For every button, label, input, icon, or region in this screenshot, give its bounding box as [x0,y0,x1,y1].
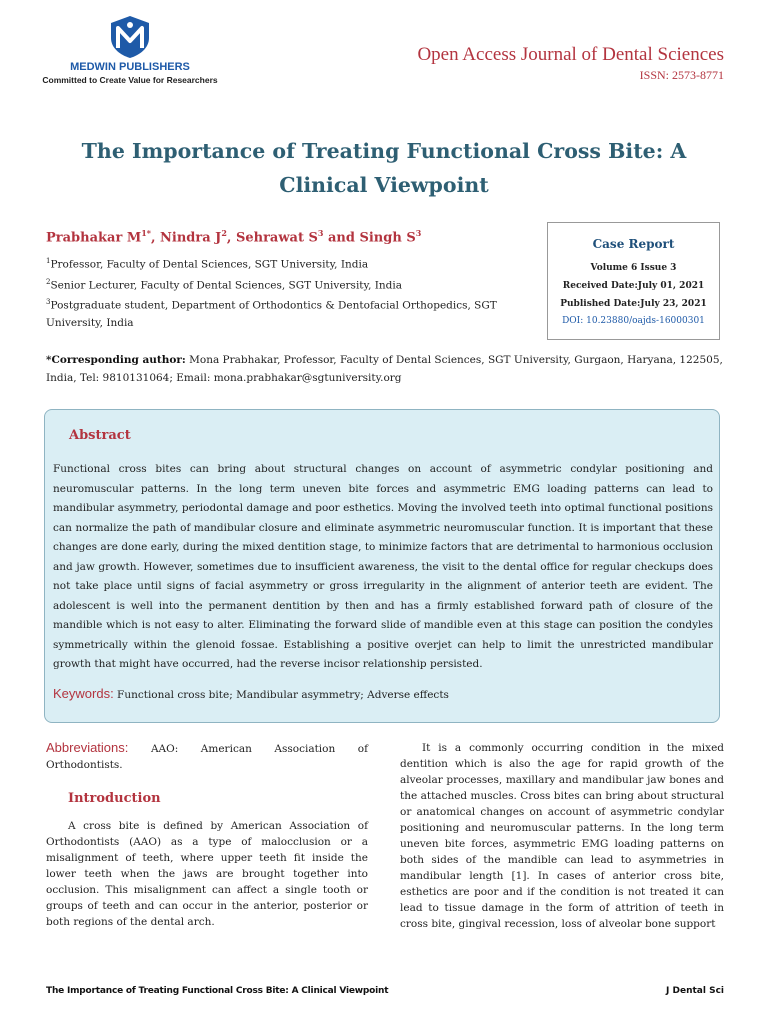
doi-link[interactable]: DOI: 10.23880/oajds-16000301 [562,316,705,326]
publisher-logo [30,14,230,90]
affiliation-text: Professor, Faculty of Dental Sciences, SGT University, India [50,258,369,271]
body-paragraph: It is a commonly occurring condition in the mixed dentition which is also the age for rapid growth of the alveolar processes, maxillary and mandibular jaw bones and the attached muscles. Cross bites can bring about structural or anatomical changes on account of asymmetric condylar positioning and neuromuscular patterns. In the long term uneven bite forces, asymmetric EMG loading patterns on both sides of the mandible can lead to asymmetries in mandibular length [1]. In cases of anterior cross bite, esthetics are poor and if the condition is not treated it can lead to tissue damage in the form of attrition of teeth in cross bite, gingival recession, loss of alveolar bone support [400,742,724,930]
affiliation [46,253,546,274]
author-name: and Singh S [323,230,416,246]
affiliation-text: Postgraduate student, Department of Orthodontics & Dentofacial Orthopedics, SGT University, India [46,299,497,329]
affiliation [46,294,546,332]
abstract-box [44,409,720,723]
affiliation-sup: 3 [46,298,51,306]
author-sup: 2 [221,228,227,238]
keywords-label: Keywords: [53,686,114,701]
introduction-heading: Introduction [68,791,161,806]
journal-issn: ISSN: 2573-8771 [639,68,724,82]
author-sup: 1* [141,228,151,238]
affiliation-sup: 1 [46,257,51,265]
keywords-text: Functional cross bite; Mandibular asymmetry; Adverse effects [113,689,449,701]
case-report-box [547,222,720,340]
journal-header [417,44,724,83]
footer-journal-abbr: J Dental Sci [666,986,724,996]
corresponding-text: Mona Prabhakar, Professor, Faculty of Dental Sciences, SGT University, Gurgaon, Haryana, 122505, India, Tel: 9810131064; Email: mona.prabhakar@sgtuniversity.org [46,354,723,384]
publisher-tagline: Committed to Create Value for Researchers [42,75,218,85]
volume-issue: Volume 6 Issue 3 [590,263,677,273]
abbreviations-text: AAO: American Association of Orthodontists. [46,743,368,771]
affiliation-text: Senior Lecturer, Faculty of Dental Sciences, SGT University, India [50,279,402,291]
author-name: Prabhakar M [46,230,142,246]
article-title: The Importance of Treating Functional Cross Bite: A Clinical Viewpoint [81,139,687,197]
affiliation-sup: 2 [46,277,51,286]
received-date: Received Date:July 01, 2021 [562,281,705,291]
body-left-column [46,740,368,930]
author-list [46,228,421,245]
author-sup: 3 [415,228,422,238]
body-right-column [400,740,724,932]
article-type: Case Report [592,237,675,251]
journal-name: Open Access Journal of Dental Sciences [417,44,724,65]
introduction-paragraph: A cross bite is defined by American Association of Orthodontists (AAO) as a type of malocclusion or a misalignment of teeth, where upper teeth fit inside the lower teeth when the jaws are brought together into occlusion. This misalignment can affect a single tooth or groups of teeth and can occur in the anterior, posterior or both regions of the dental arch. [46,820,368,928]
author-name: , Nindra J [150,230,222,246]
affiliation [46,274,546,295]
abbreviations-label: Abbreviations: [46,740,129,755]
author-sup: 3 [317,228,324,238]
affiliations [46,253,546,332]
abbreviations [46,740,368,773]
keywords [53,686,449,701]
publisher-name: MEDWIN PUBLISHERS [70,61,190,73]
abstract-heading: Abstract [69,428,131,443]
author-name: , Sehrawat S [226,230,318,246]
abstract-text: Functional cross bites can bring about structural changes on account of asymmetric condylar positioning and neuromuscular patterns. In the long term uneven bite forces and asymmetric EMG loading patterns can lead to mandibular asymmetry, periodontal damage and poor esthetics. Moving the involved teeth into optimal functional positions can normalize the path of mandibular closure and eliminate asymmetric neuromuscular function. It is important that these changes are done early, during the mixed dentition stage, to minimize factors that are detrimental to harmonious occlusion and jaw growth. However, sometimes due to insufficient awareness, the visit to the dental office for regular checkups does not take place until signs of facial asymmetry or gross irregularity in the alignment of anterior teeth are evident. The adolescent is well into the permanent dentition by then and has a firmly established forward path of closure of the mandible which is not easy to alter. Eliminating the forward slide of mandible even at this stage can position the condyles symmetrically within the glenoid fossae. Establishing a positive overjet can help to limit the unrestricted mandibular growth that might have occurred, had the reverse incisor relationship persisted. [53,463,713,670]
footer-running-title: The Importance of Treating Functional Cross Bite: A Clinical Viewpoint [46,986,389,996]
published-date: Published Date:July 23, 2021 [560,299,707,309]
corresponding-author [46,351,726,387]
corresponding-label: *Corresponding author: [46,354,186,366]
medwin-shield-logo-icon [107,14,153,60]
